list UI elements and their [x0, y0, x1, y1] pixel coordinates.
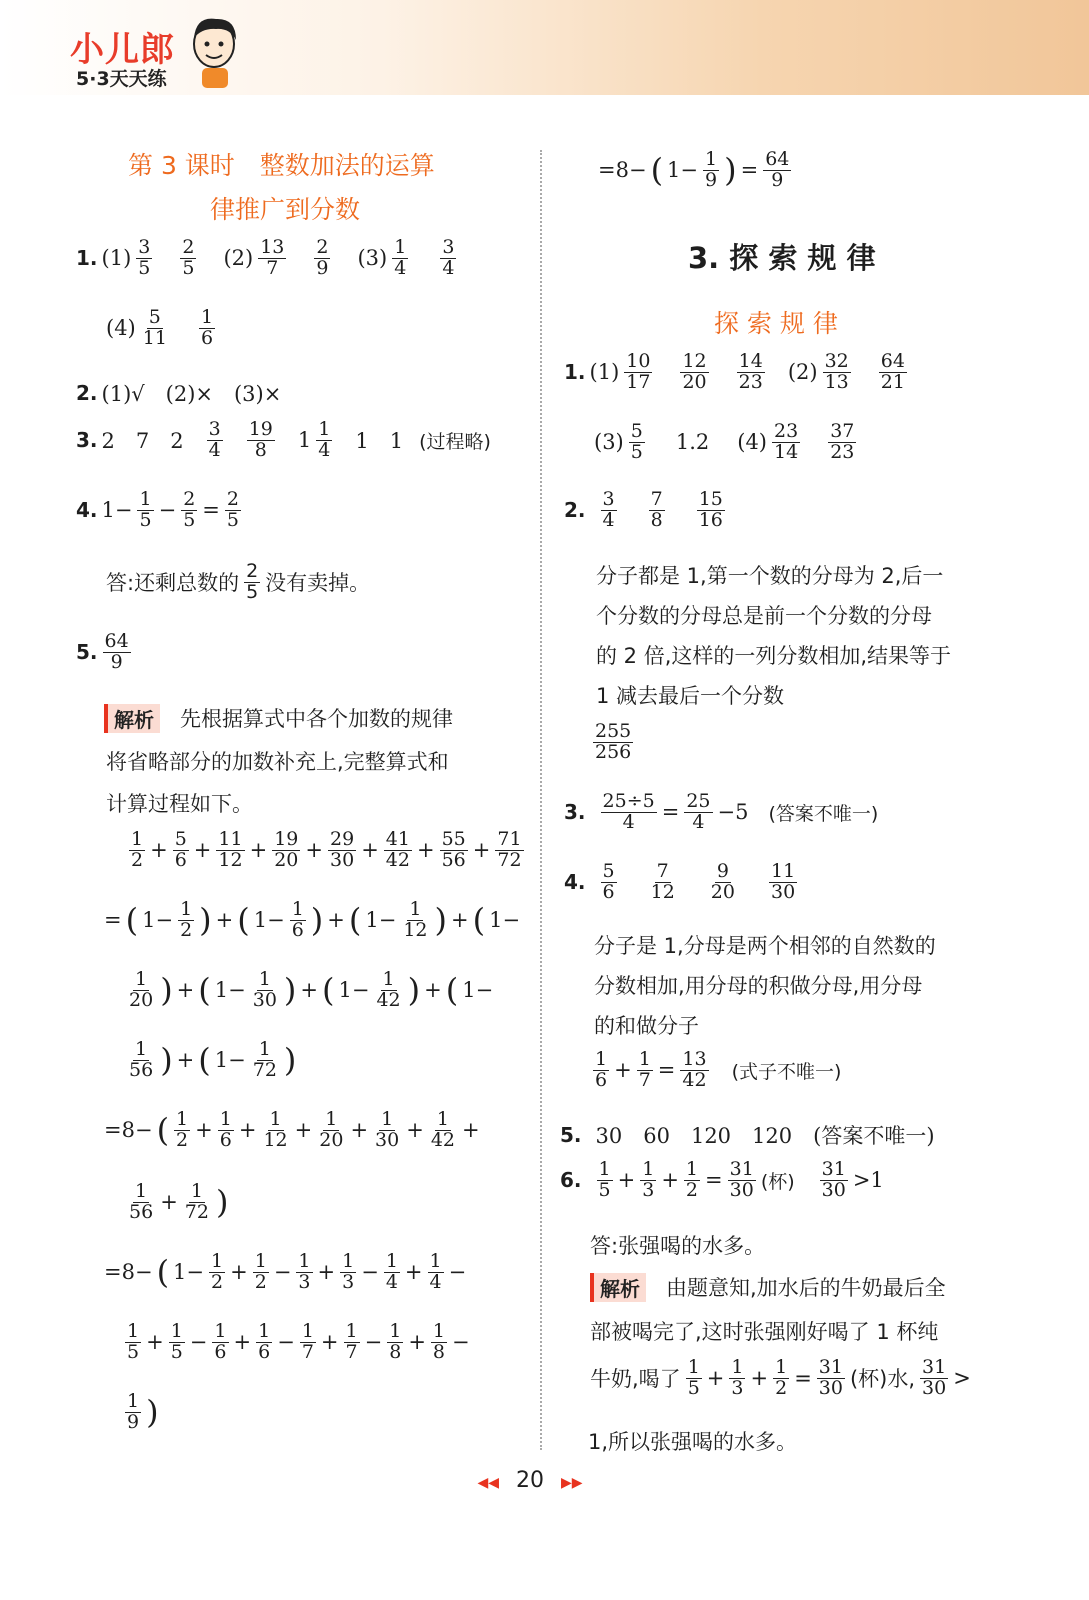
step1-line1: = ( 1− $\frac{1}{2}$ ) + ( 1− $\frac{1}{6}$ ) + ( 1− $\frac{1}{12}$ ) + ( 1−	[104, 898, 521, 941]
right-q2-text1: 分子都是 1,第一个数的分母为 2,后一	[596, 564, 944, 588]
right-q4-text1: 分子是 1,分母是两个相邻的自然数的	[594, 934, 936, 958]
right-q4: 4. 5 6 7 12 9 20 11 30	[564, 860, 796, 903]
right-q3: 3. $\frac{25\div 5}{4}$ = $\frac{25}{4}$ −5 (答案不唯一)	[564, 790, 879, 833]
section-title: 3. 探 索 规 律	[688, 241, 876, 275]
step2-line1: =8− ( 1 2 + $\frac{1}{6}$ + $\frac{1}{12}$ + $\frac{1}{20}$ + $\frac{1}{30}$ + $\frac{1}{42}$ +	[104, 1108, 480, 1151]
right-q4-text2: 分数相加,用分母的积做分母,用分母	[594, 974, 923, 998]
right-q2-text3: 的 2 倍,这样的一列分数相加,结果等于	[596, 644, 952, 668]
analysis-tag: 解析	[104, 704, 160, 733]
page-number: 20	[516, 1468, 544, 1493]
step1-line2: 1 20 ) + ( 1− $\frac{1}{30}$ ) + ( 1− $\frac{1}{42}$ ) + ( 1−	[129, 968, 494, 1011]
analysis-tag-2: 解析	[590, 1273, 646, 1302]
right-q4-example: 1 6 + $\frac{1}{7}$ = $\frac{13}{42}$ (式子不唯一)	[595, 1048, 842, 1091]
brand-logo: 小儿郎	[70, 30, 175, 70]
right-q6-answer: 答:张强喝的水多。	[590, 1234, 766, 1258]
right-q2-text4: 1 减去最后一个分数	[596, 684, 785, 708]
next-arrows-icon: ▶▶	[561, 1475, 583, 1491]
right-q1-row2: (3) 5 5 1.2 (4) 23 14 37 23	[594, 420, 855, 463]
lesson-title: 第 3 课时 整数加法的运算	[128, 151, 435, 180]
left-q1-row2: (4) 5 11 1 6	[106, 306, 214, 349]
analysis-line1: 解析 先根据算式中各个加数的规律	[104, 703, 453, 733]
final-result: =8− ( 1− $\frac{1}{9}$ ) = $\frac{64}{9}$	[598, 148, 790, 191]
step1-line3: 1 56 ) + ( 1− $\frac{1}{72}$ )	[129, 1038, 297, 1081]
sum-expression: 1 2 + $\frac{5}{6}$ + $\frac{11}{12}$ + $\frac{19}{20}$ + $\frac{29}{30}$ + $\frac{41}{42}$ + $\frac{55}{56}$ + $\frac{71}{72}$	[131, 828, 522, 871]
page-number-bar	[460, 1468, 600, 1493]
left-q2: 2. (1)√ (2)× (3)×	[76, 381, 282, 406]
left-q4-answer: 答:还剩总数的 2 5 没有卖掉。	[106, 560, 371, 603]
right-q2-result: 255 256	[595, 720, 632, 763]
left-q3: 3. 2 7 2 3 4 19 8 1 1 4 1 1 (过程略)	[76, 418, 491, 461]
right-q6-analysis1: 解析 由题意知,加水后的牛奶最后全	[590, 1272, 946, 1302]
brand-series: 5·3天天练	[76, 68, 167, 90]
mascot-icon	[186, 14, 244, 94]
right-q2-text2: 个分数的分母总是前一个分数的分母	[596, 604, 932, 628]
left-q1-row1: 1. (1) 3 5 2 5 (2) 13 7 2 9 (3) 1 4 3 4	[76, 236, 455, 279]
lesson-title-cont: 律推广到分数	[210, 195, 361, 224]
column-divider	[540, 150, 542, 1450]
analysis-line3: 计算过程如下。	[106, 792, 253, 816]
prev-arrows-icon: ◀◀	[477, 1475, 499, 1491]
step3-line3: 1 9 )	[127, 1390, 159, 1433]
right-q4-text3: 的和做分子	[594, 1014, 699, 1038]
right-q6: 6. 1 5 + $\frac{1}{3}$ + $\frac{1}{2}$ = $\frac{31}{30}$ (杯) 31 30 >1	[560, 1158, 884, 1201]
right-q6-analysis4: 1,所以张强喝的水多。	[588, 1430, 798, 1454]
step2-line2: 1 56 + $\frac{1}{72}$ )	[129, 1180, 229, 1223]
right-q5: 5. 30 60 120 120 (答案不唯一)	[560, 1123, 935, 1148]
step3-line1: =8− ( 1− $\frac{1}{2}$ + $\frac{1}{2}$ − $\frac{1}{3}$ + $\frac{1}{3}$ − $\frac{1}{4}$ + $\frac{1}{4}$ −	[104, 1250, 467, 1293]
analysis-line2: 将省略部分的加数补充上,完整算式和	[106, 750, 449, 774]
right-q1-row1: 1. (1) 10 17 12 20 14 23 (2) 32 13 64 21	[564, 350, 905, 393]
section-subtitle: 探 索 规 律	[714, 309, 838, 338]
step3-line2: 1 5 + $\frac{1}{5}$ − $\frac{1}{6}$ + $\frac{1}{6}$ − $\frac{1}{7}$ + $\frac{1}{7}$ − $\frac{1}{8}$ + $\frac{1}{8}$ −	[127, 1320, 470, 1363]
left-q5: 5. 64 9	[76, 630, 129, 673]
left-q4: 4. 1− $\frac{1}{5}$ − $\frac{2}{5}$ = $\frac{2}{5}$	[76, 488, 239, 531]
right-q2: 2. 3 4 7 8 15 16	[564, 488, 723, 531]
right-q6-analysis2: 部被喝完了,这时张强刚好喝了 1 杯纯	[590, 1320, 939, 1344]
right-q6-analysis3: 牛奶,喝了 1 5 + $\frac{1}{3}$ + $\frac{1}{2}$ = $\frac{31}{30}$ (杯)水, 31 30 >	[590, 1356, 971, 1399]
